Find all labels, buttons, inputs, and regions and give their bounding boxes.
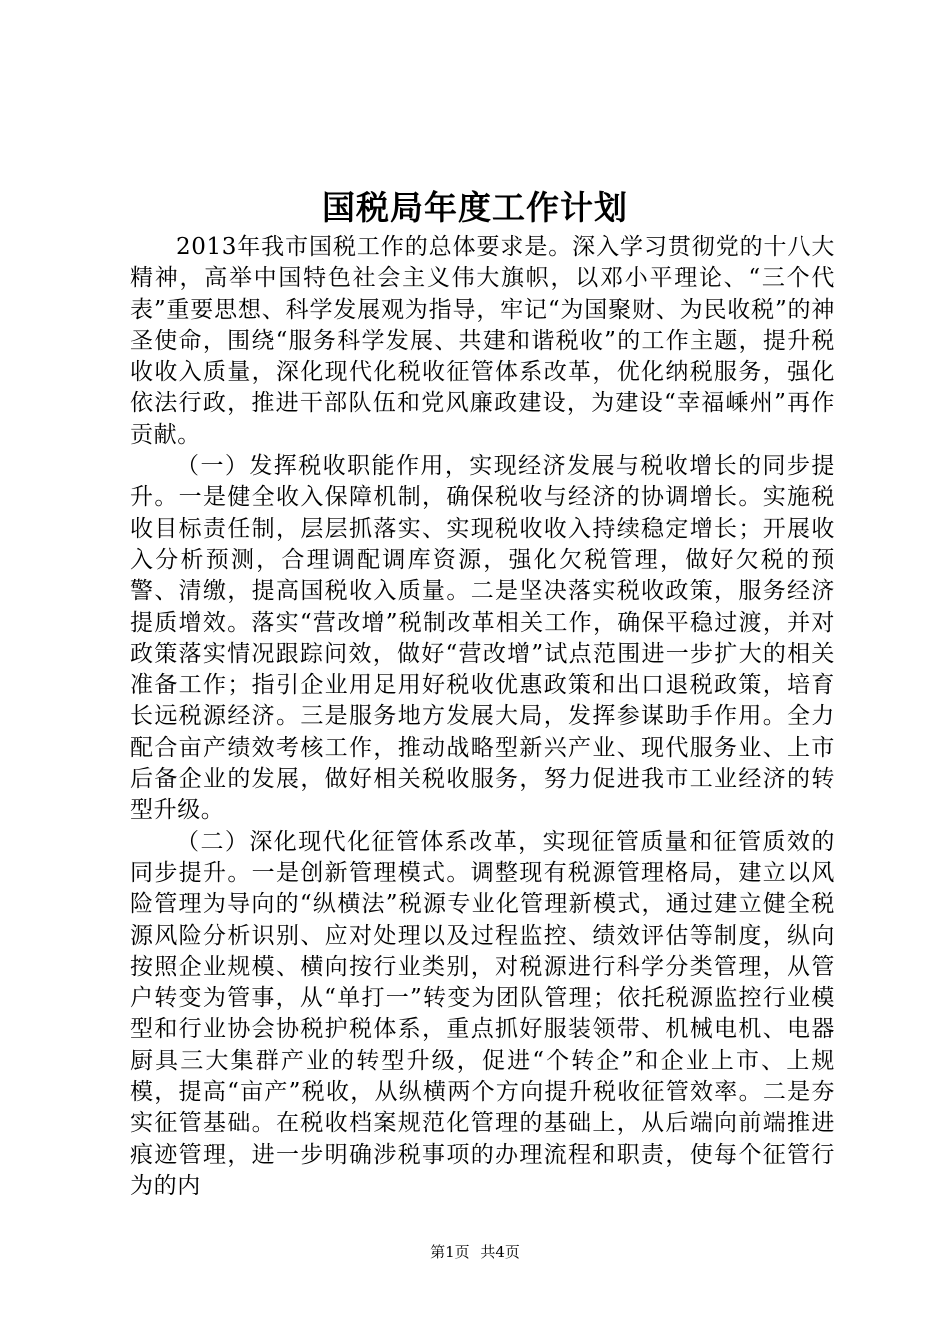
paragraph-section-1: （一）发挥税收职能作用，实现经济发展与税收增长的同步提升。一是健全收入保障机制，确保税收与经济的协调增长。实施税收目标责任制，层层抓落实、实现税收收入持续稳定增长；开展收入分析预测，合理调配调库资源，强化欠税管理，做好欠税的预警、清缴，提高国税收入质量。二是坚决落实税收政策，服务经济提质增效。落实“营改增”税制改革相关工作，确保平稳过渡，并对政策落实情况跟踪问效，做好“营改增”试点范围进一步扩大的相关准备工作；指引企业用足用好税收优惠政策和出口退税政策，培育长远税源经济。三是服务地方发展大局，发挥参谋助手作用。全力配合亩产绩效考核工作，推动战略型新兴产业、现代服务业、上市后备企业的发展，做好相关税收服务，努力促进我市工业经济的转型升级。 [130, 453, 835, 824]
paragraph-section-2: （二）深化现代化征管体系改革，实现征管质量和征管质效的同步提升。一是创新管理模式。调整现有税源管理格局，建立以风险管理为导向的“纵横法”税源专业化管理新模式，通过建立健全税源风险分析识别、应对处理以及过程监控、绩效评估等制度，纵向按照企业规模、横向按行业类别，对税源进行科学分类管理，从管户转变为管事，从“单打一”转变为团队管理；依托税源监控行业模型和行业协会协税护税体系，重点抓好服装领带、机械电机、电器厨具三大集群产业的转型升级，促进“个转企”和企业上市、上规模，提高“亩产”税收，从纵横两个方向提升税收征管效率。二是夯实征管基础。在税收档案规范化管理的基础上，从后端向前端推进痕迹管理，进一步明确涉税事项的办理流程和职责，使每个征管行为的内 [130, 828, 835, 1199]
page-total: 共4页 [480, 1243, 520, 1261]
document-body [130, 232, 835, 1202]
paragraph-intro: 2013年我市国税工作的总体要求是。深入学习贯彻党的十八大精神，高举中国特色社会主义伟大旗帜，以邓小平理论、“三个代表”重要思想、科学发展观为指导，牢记“为国聚财、为民收税”的神圣使命，围绕“服务科学发展、共建和谐税收”的工作主题，提升税收收入质量，深化现代化税收征管体系改革，优化纳税服务，强化依法行政，推进干部队伍和党风廉政建设，为建设“幸福嵊州”再作贡献。 [130, 234, 835, 448]
page-footer [0, 1242, 950, 1262]
page-number: 第1页 [430, 1243, 470, 1261]
document-title: 国税局年度工作计划 [322, 188, 628, 227]
